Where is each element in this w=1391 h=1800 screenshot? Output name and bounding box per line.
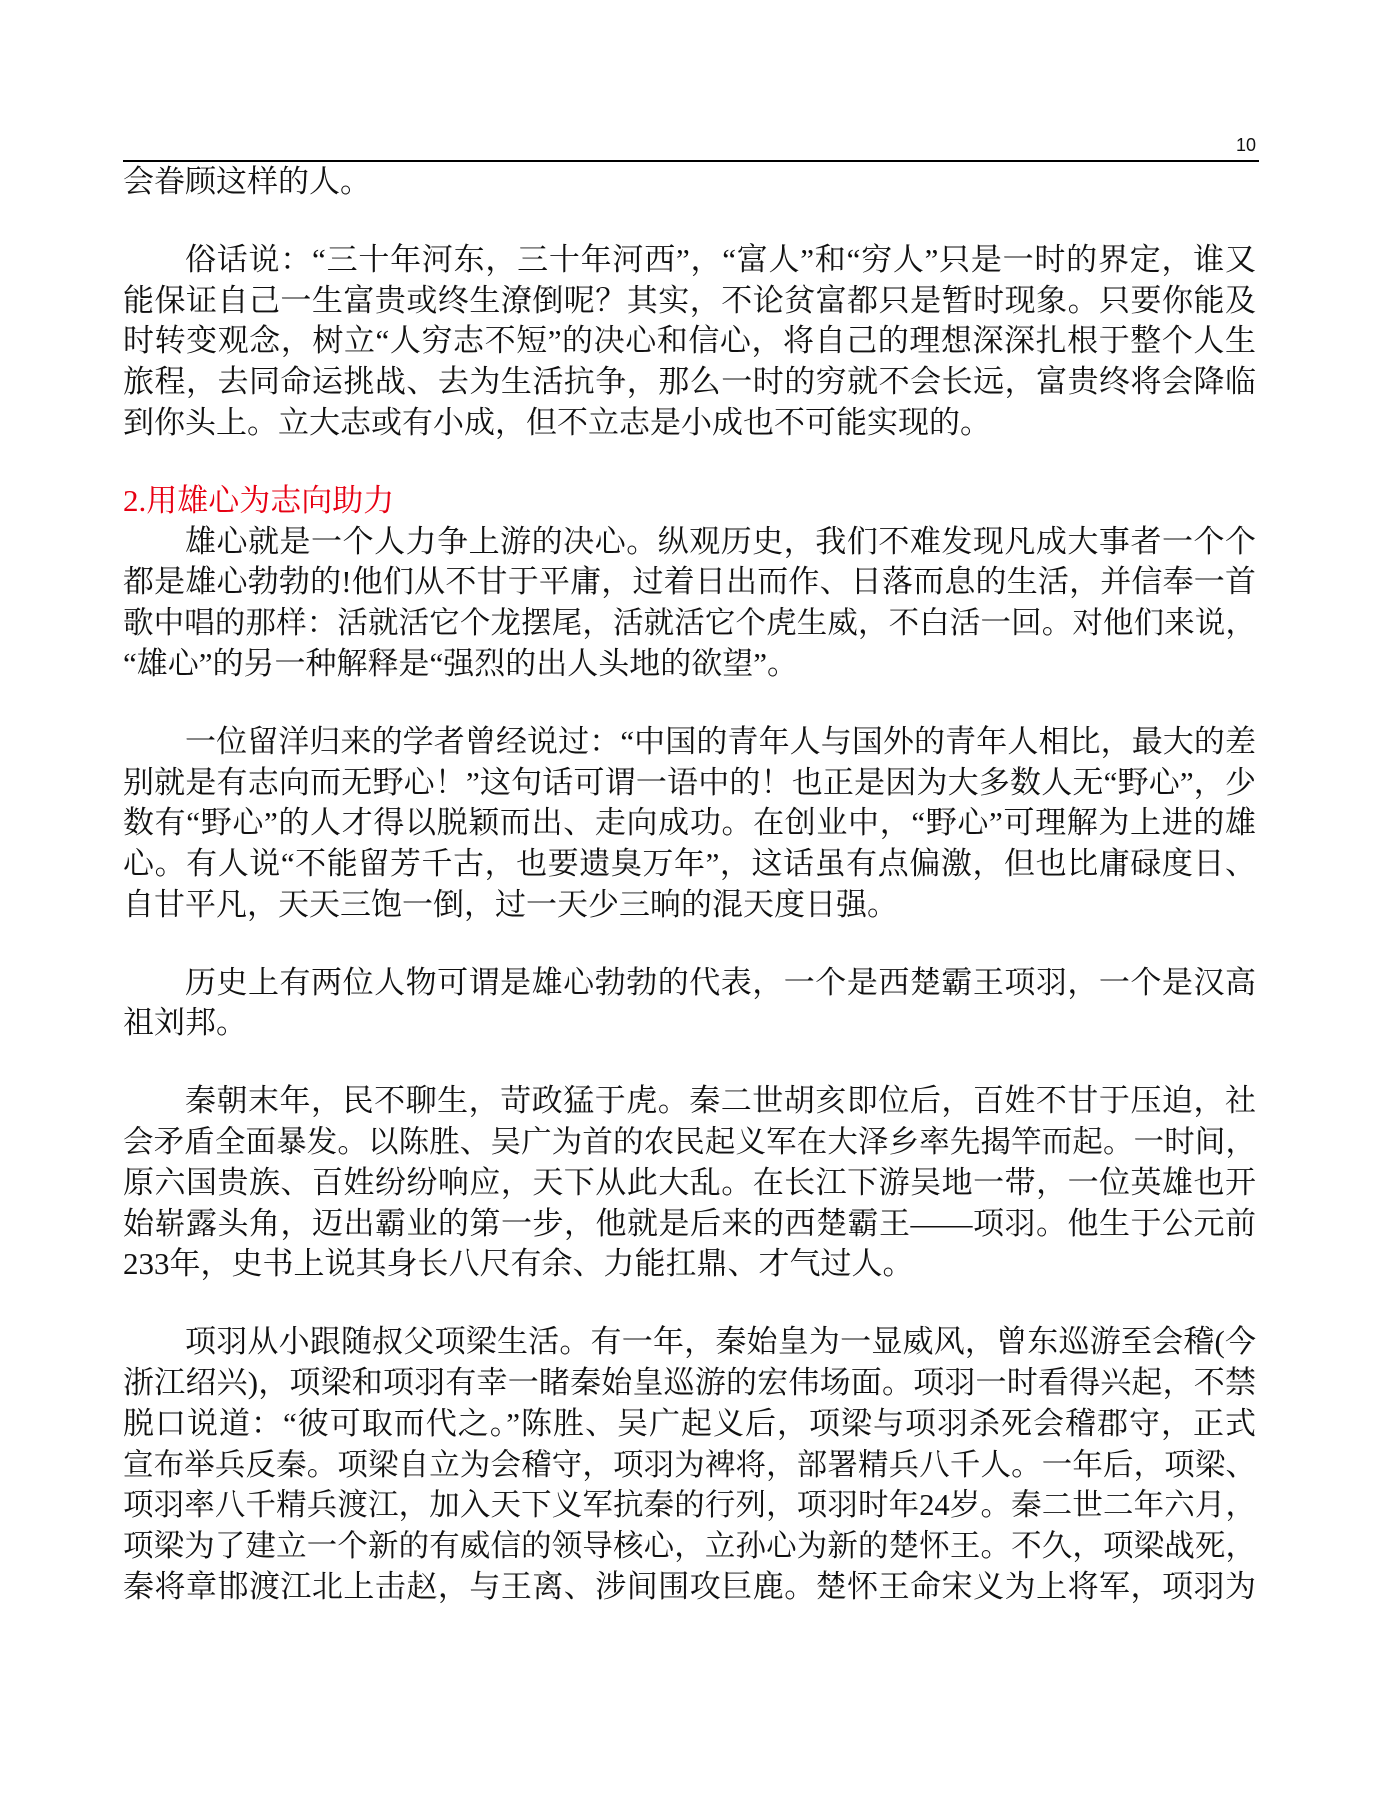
text-line <box>123 162 1256 203</box>
text-line <box>123 362 1256 403</box>
paragraph <box>123 1322 1256 1607</box>
paragraph <box>123 240 1256 444</box>
text-line <box>123 240 1256 281</box>
text-line-content: 都是雄心勃勃的!他们从不甘于平庸，过着日出而作、日落而息的生活，并信奉一首 <box>123 564 1256 600</box>
text-line-content: 历史上有两位人物可谓是雄心勃勃的代表，一个是西楚霸王项羽，一个是汉高 <box>185 964 1256 1000</box>
text-line-content: 原六国贵族、百姓纷纷响应，天下从此大乱。在长江下游吴地一带，一位英雄也开 <box>123 1164 1256 1200</box>
text-line <box>123 522 1256 563</box>
text-line-content: 会眷顾这样的人。 <box>123 164 371 199</box>
text-line-content: 秦朝末年，民不聊生，苛政猛于虎。秦二世胡亥即位后，百姓不甘于压迫，社 <box>185 1083 1256 1119</box>
paragraph-continued <box>123 162 1256 203</box>
text-line <box>123 644 1256 685</box>
text-line-content: 一位留洋归来的学者曾经说过：“中国的青年人与国外的青年人相比，最大的差 <box>185 723 1256 759</box>
text-line <box>123 562 1256 603</box>
text-line <box>123 1526 1256 1567</box>
text-line <box>123 844 1256 885</box>
text-line <box>123 1567 1256 1608</box>
text-line-content: 秦将章邯渡江北上击赵，与王离、涉间围攻巨鹿。楚怀王命宋义为上将军，项羽为 <box>123 1568 1256 1604</box>
text-line <box>123 1122 1256 1163</box>
text-line-content: 歌中唱的那样：活就活它个龙摆尾，活就活它个虎生威，不白活一回。对他们来说， <box>123 606 1256 641</box>
text-line <box>123 1081 1256 1122</box>
text-line-content: 项梁为了建立一个新的有威信的领导核心，立孙心为新的楚怀王。不久，项梁战死， <box>123 1529 1256 1564</box>
text-line <box>123 603 1256 644</box>
text-line <box>123 321 1256 362</box>
text-line-content: 233年，史书上说其身长八尺有余、力能扛鼎、才气过人。 <box>123 1246 914 1282</box>
text-line-content: 数有“野心”的人才得以脱颖而出、走向成功。在创业中，“野心”可理解为上进的雄 <box>123 805 1256 841</box>
text-line-content: 自甘平凡，天天三饱一倒，过一天少三晌的混天度日强。 <box>123 886 898 922</box>
text-line-content: 宣布举兵反秦。项梁自立为会稽守，项羽为裨将，部署精兵八千人。一年后，项梁、 <box>123 1447 1256 1482</box>
text-line-content: 能保证自己一生富贵或终生潦倒呢？其实，不论贫富都只是暂时现象。只要你能及 <box>123 282 1256 318</box>
text-line-content: 到你头上。立大志或有小成，但不立志是小成也不可能实现的。 <box>123 404 991 440</box>
text-line-content: 心。有人说“不能留芳千古，也要遗臭万年”，这话虽有点偏激，但也比庸碌度日、 <box>123 846 1256 882</box>
text-line-content: 旅程，去同命运挑战、去为生活抗争，那么一时的穷就不会长远，富贵终将会降临 <box>123 364 1256 400</box>
paragraph <box>123 722 1256 926</box>
text-line-content: 项羽从小跟随叔父项梁生活。有一年，秦始皇为一显威风，曾东巡游至会稽(今 <box>185 1324 1256 1360</box>
text-line-content: “雄心”的另一种解释是“强烈的出人头地的欲望”。 <box>123 645 799 681</box>
text-line <box>123 281 1256 322</box>
text-line <box>123 1163 1256 1204</box>
text-line <box>123 803 1256 844</box>
body-text <box>123 162 1256 1608</box>
text-line-content: 脱口说道：“彼可取而代之。”陈胜、吴广起义后，项梁与项羽杀死会稽郡守，正式 <box>123 1405 1256 1441</box>
text-line <box>123 1445 1256 1486</box>
text-line-content: 雄心就是一个人力争上游的决心。纵观历史，我们不难发现凡成大事者一个个 <box>185 523 1256 559</box>
text-line <box>123 1363 1256 1404</box>
text-line <box>123 722 1256 763</box>
text-line-content: 俗话说：“三十年河东，三十年河西”，“富人”和“穷人”只是一时的界定，谁又 <box>185 241 1256 277</box>
text-line <box>123 885 1256 926</box>
text-line <box>123 963 1256 1004</box>
text-line <box>123 1404 1256 1445</box>
text-line <box>123 763 1256 804</box>
text-line <box>123 403 1256 444</box>
paragraph <box>123 1081 1256 1285</box>
section-heading: 2.用雄心为志向助力 <box>123 482 395 518</box>
text-line <box>123 1322 1256 1363</box>
text-line-content: 祖刘邦。 <box>123 1005 247 1041</box>
page-number: 10 <box>1235 135 1256 155</box>
text-line <box>123 1204 1256 1245</box>
text-line-content: 浙江绍兴)，项梁和项羽有幸一睹秦始皇巡游的宏伟场面。项羽一时看得兴起，不禁 <box>123 1365 1256 1401</box>
paragraph <box>123 522 1256 685</box>
text-line-content: 别就是有志向而无野心！”这句话可谓一语中的！也正是因为大多数人无“野心”，少 <box>123 764 1256 800</box>
text-line-content: 会矛盾全面暴发。以陈胜、吴广为首的农民起义军在大泽乡率先揭竿而起。一时间， <box>123 1125 1256 1160</box>
text-line-content: 项羽率八千精兵渡江，加入天下义军抗秦的行列，项羽时年24岁。秦二世二年六月， <box>123 1488 1256 1523</box>
text-line-content: 时转变观念，树立“人穷志不短”的决心和信心，将自己的理想深深扎根于整个人生 <box>123 323 1256 359</box>
paragraph <box>123 963 1256 1044</box>
text-line <box>123 1003 1256 1044</box>
text-line-content: 始崭露头角，迈出霸业的第一步，他就是后来的西楚霸王——项羽。他生于公元前 <box>123 1205 1256 1241</box>
text-line <box>123 1485 1256 1526</box>
text-line <box>123 1244 1256 1285</box>
